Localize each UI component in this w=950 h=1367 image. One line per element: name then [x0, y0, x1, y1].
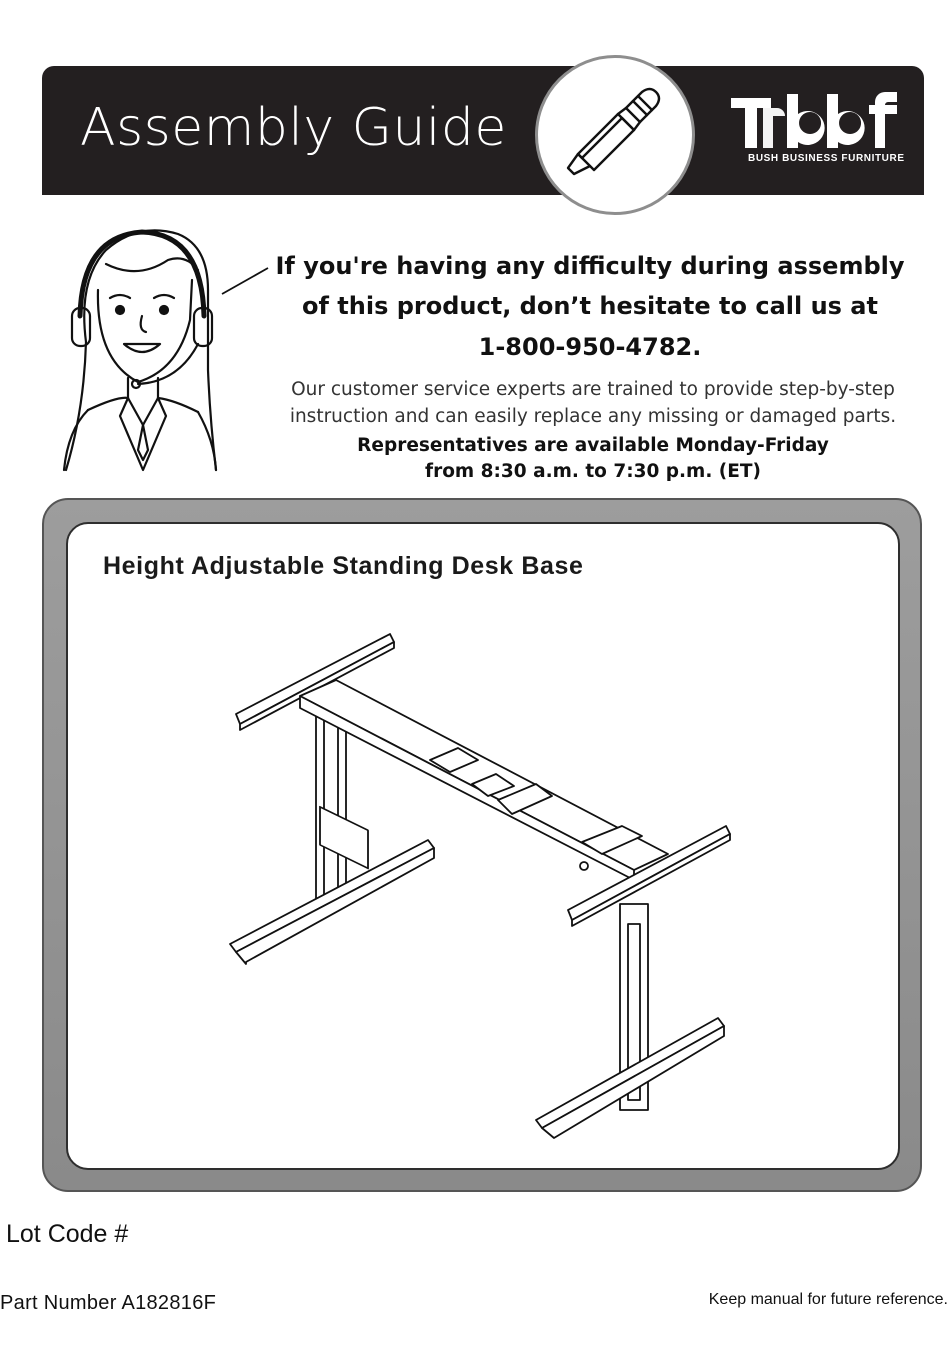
- help-headline-line-1: If you're having any difficulty during assembly: [275, 252, 905, 280]
- service-description-line-2: instruction and can easily replace any missing or damaged parts.: [289, 406, 897, 427]
- product-frame: [42, 498, 922, 1192]
- part-number: [0, 1292, 216, 1315]
- keep-manual-note: Keep manual for future reference.: [708, 1291, 948, 1308]
- part-number-value: A182816F: [121, 1292, 217, 1314]
- help-headline-line-2: of this product, don’t hesitate to call us at: [302, 292, 878, 320]
- screwdriver-icon: [535, 55, 695, 215]
- service-hours-line-1: Representatives are available Monday-Friday: [357, 435, 829, 456]
- support-phone-number: 1-800-950-4782.: [478, 333, 702, 361]
- part-number-label: Part Number: [0, 1292, 117, 1314]
- support-agent-icon: [58, 220, 278, 475]
- standing-desk-base-drawing: [68, 524, 898, 1168]
- product-title: Height Adjustable Standing Desk Base: [103, 552, 584, 580]
- page-title: Assembly Guide: [80, 98, 507, 158]
- product-panel: [66, 522, 900, 1170]
- service-hours-line-2: from 8:30 a.m. to 7:30 p.m. (ET): [425, 461, 761, 482]
- lot-code-label: Lot Code #: [6, 1220, 129, 1248]
- brand-subtitle: BUSH BUSINESS FURNITURE: [748, 153, 905, 164]
- service-description-line-1: Our customer service experts are trained to provide step-by-step: [291, 379, 895, 400]
